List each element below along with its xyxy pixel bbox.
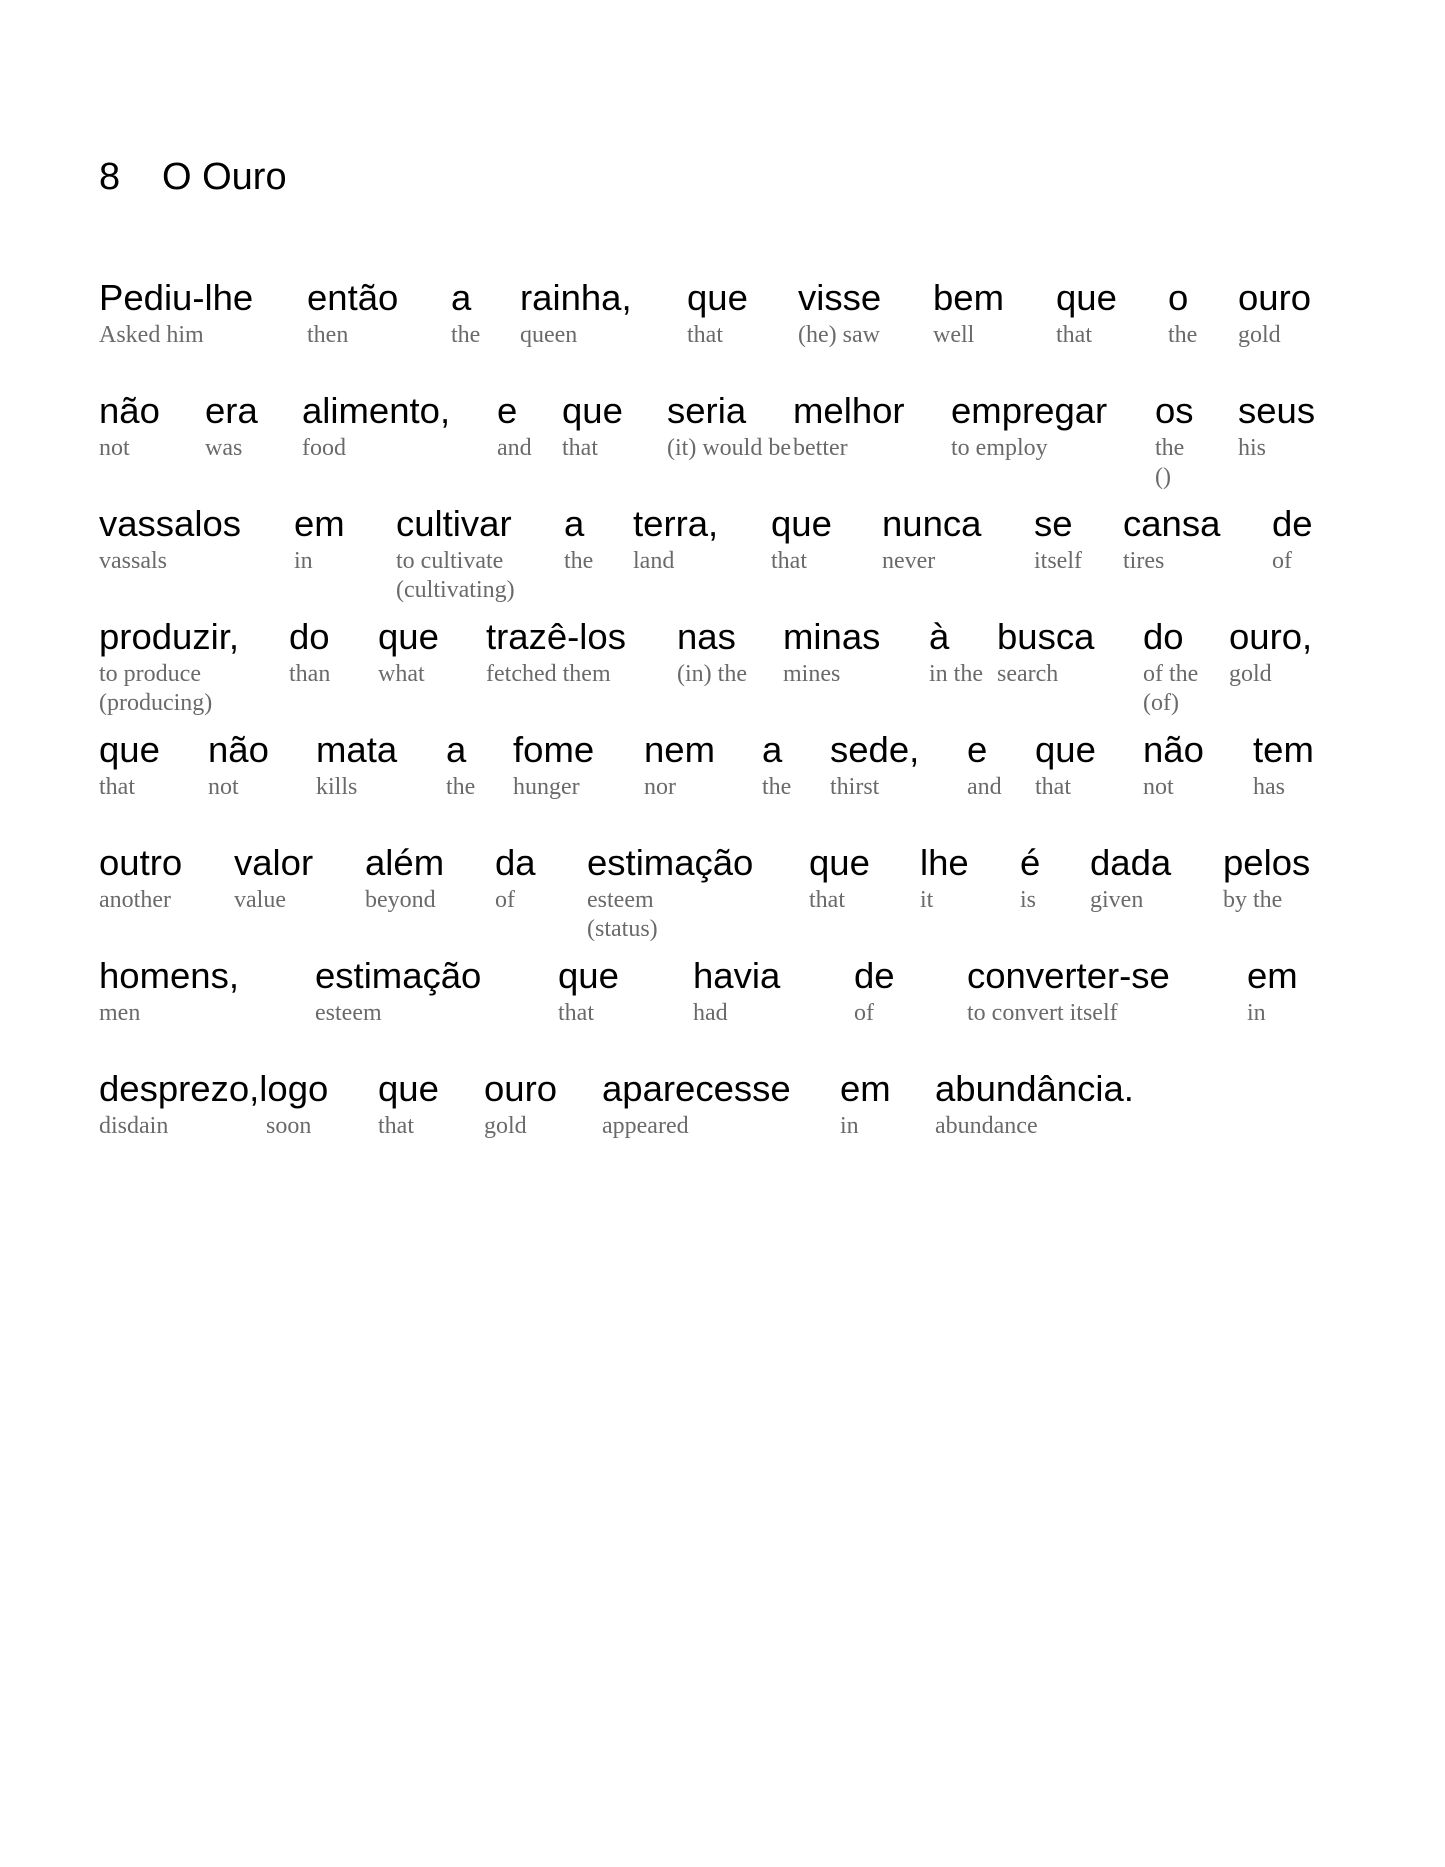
word-pair	[451, 276, 480, 350]
english-gloss: and	[497, 435, 532, 461]
portuguese-word: minas	[783, 616, 881, 657]
english-gloss: his	[1238, 435, 1267, 461]
portuguese-word: que	[99, 729, 160, 770]
portuguese-word: fome	[513, 729, 595, 770]
word-pair	[1020, 841, 1040, 915]
portuguese-word: nas	[677, 616, 736, 657]
portuguese-word: produzir,	[99, 616, 239, 657]
word-pair	[1168, 276, 1197, 350]
english-gloss: gold	[484, 1113, 527, 1139]
word-pair	[315, 954, 481, 1028]
portuguese-word: sede,	[830, 729, 920, 770]
word-pair	[1143, 728, 1204, 802]
english-gloss: Asked him	[99, 322, 204, 348]
portuguese-word: ouro	[1238, 277, 1312, 318]
word-pair	[396, 502, 515, 605]
portuguese-word: não	[208, 729, 269, 770]
portuguese-word: é	[1020, 842, 1041, 883]
portuguese-word: nem	[644, 729, 716, 770]
english-gloss: that	[687, 322, 723, 348]
english-gloss: hunger	[513, 774, 580, 800]
word-pair	[1056, 276, 1117, 350]
english-gloss: tires	[1123, 548, 1165, 574]
english-gloss: not	[1143, 774, 1174, 800]
english-gloss: (status)	[587, 916, 658, 942]
portuguese-word: melhor	[793, 390, 905, 431]
portuguese-word: valor	[234, 842, 314, 883]
chapter-title: O Ouro	[162, 156, 287, 198]
word-pair	[798, 276, 881, 350]
word-pair	[562, 389, 623, 463]
word-pair	[307, 276, 398, 350]
word-pair	[1155, 389, 1194, 492]
word-pair	[1035, 728, 1096, 802]
english-gloss: value	[234, 887, 286, 913]
portuguese-word: a	[762, 729, 783, 770]
english-gloss: the	[446, 774, 476, 800]
english-gloss: (in) the	[677, 661, 747, 687]
word-pair	[667, 389, 791, 463]
portuguese-word: abundância.	[935, 1068, 1134, 1109]
word-pair	[99, 502, 241, 576]
word-pair	[99, 841, 182, 915]
english-gloss: ()	[1155, 464, 1171, 490]
word-pair	[854, 954, 895, 1028]
english-gloss: to produce	[99, 661, 201, 687]
portuguese-word: vassalos	[99, 503, 242, 544]
english-gloss: (he) saw	[798, 322, 880, 348]
word-pair	[289, 615, 330, 689]
portuguese-word: estimação	[315, 955, 482, 996]
portuguese-word: que	[1056, 277, 1117, 318]
portuguese-word: que	[809, 842, 870, 883]
portuguese-word: seria	[667, 390, 747, 431]
english-gloss: the	[762, 774, 792, 800]
word-pair	[205, 389, 258, 463]
word-pair	[933, 276, 1004, 350]
english-gloss: fetched them	[486, 661, 611, 687]
word-pair	[378, 615, 439, 689]
english-gloss: in	[1247, 1000, 1266, 1026]
word-pair	[446, 728, 475, 802]
portuguese-word: homens,	[99, 955, 239, 996]
portuguese-word: bem	[933, 277, 1005, 318]
english-gloss: then	[307, 322, 349, 348]
word-pair	[644, 728, 715, 802]
portuguese-word: que	[1035, 729, 1096, 770]
portuguese-word: ouro	[484, 1068, 558, 1109]
word-pair	[687, 276, 748, 350]
portuguese-word: do	[1143, 616, 1184, 657]
portuguese-word: rainha,	[520, 277, 632, 318]
portuguese-word: busca	[997, 616, 1095, 657]
english-gloss: land	[633, 548, 675, 574]
portuguese-word: que	[687, 277, 748, 318]
word-pair	[951, 389, 1107, 463]
word-pair	[378, 1067, 439, 1141]
english-gloss: in the	[929, 661, 983, 687]
word-pair	[294, 502, 345, 576]
english-gloss: nor	[644, 774, 676, 800]
english-gloss: not	[99, 435, 130, 461]
portuguese-word: converter-se	[967, 955, 1170, 996]
portuguese-word: cultivar	[396, 503, 512, 544]
english-gloss: itself	[1034, 548, 1082, 574]
chapter-number: 8	[99, 156, 121, 198]
english-gloss: disdain	[99, 1113, 169, 1139]
word-pair	[840, 1067, 891, 1141]
word-pair	[677, 615, 747, 689]
portuguese-word: os	[1155, 390, 1194, 431]
portuguese-word: de	[1272, 503, 1313, 544]
portuguese-word: alimento,	[302, 390, 451, 431]
english-gloss: esteem	[587, 887, 654, 913]
english-gloss: of	[495, 887, 515, 913]
english-gloss: in	[840, 1113, 859, 1139]
text-line	[0, 728, 1445, 838]
word-pair	[967, 954, 1170, 1028]
text-line	[0, 389, 1445, 499]
portuguese-word: e	[967, 729, 988, 770]
chapter-heading	[99, 156, 287, 199]
word-pair	[316, 728, 397, 802]
english-gloss: kills	[316, 774, 358, 800]
portuguese-word: que	[771, 503, 832, 544]
english-gloss: that	[562, 435, 598, 461]
portuguese-word: além	[365, 842, 445, 883]
english-gloss: gold	[1238, 322, 1281, 348]
text-line	[0, 615, 1445, 725]
portuguese-word: da	[495, 842, 536, 883]
english-gloss: that	[771, 548, 807, 574]
text-line	[0, 1067, 1445, 1177]
english-gloss: the	[564, 548, 594, 574]
word-pair	[633, 502, 718, 576]
english-gloss: given	[1090, 887, 1144, 913]
word-pair	[929, 615, 983, 689]
portuguese-word: e	[497, 390, 518, 431]
word-pair	[234, 841, 313, 915]
word-pair	[997, 615, 1094, 689]
portuguese-word: lhe	[920, 842, 969, 883]
word-pair	[762, 728, 791, 802]
english-gloss: soon	[266, 1113, 312, 1139]
portuguese-word: mata	[316, 729, 398, 770]
english-gloss: is	[1020, 887, 1037, 913]
word-pair	[1229, 615, 1312, 689]
word-pair	[920, 841, 969, 915]
english-gloss: of	[854, 1000, 874, 1026]
portuguese-word: Pediu-lhe	[99, 277, 254, 318]
word-pair	[564, 502, 593, 576]
english-gloss: men	[99, 1000, 141, 1026]
portuguese-word: nunca	[882, 503, 982, 544]
word-pair	[935, 1067, 1134, 1141]
english-gloss: food	[302, 435, 346, 461]
english-gloss: of the	[1143, 661, 1199, 687]
english-gloss: to convert itself	[967, 1000, 1118, 1026]
portuguese-word: havia	[693, 955, 781, 996]
english-gloss: what	[378, 661, 425, 687]
english-gloss: (of)	[1143, 690, 1179, 716]
word-pair	[693, 954, 780, 1028]
word-pair	[99, 954, 239, 1028]
portuguese-word: desprezo,logo	[99, 1068, 329, 1109]
english-gloss: that	[99, 774, 135, 800]
portuguese-word: seus	[1238, 390, 1316, 431]
portuguese-word: o	[1168, 277, 1189, 318]
word-pair	[1143, 615, 1198, 718]
word-pair	[830, 728, 919, 802]
portuguese-word: a	[564, 503, 585, 544]
word-pair	[513, 728, 594, 802]
english-gloss: that	[378, 1113, 414, 1139]
english-gloss: to employ	[951, 435, 1048, 461]
english-gloss: that	[558, 1000, 594, 1026]
english-gloss: it	[920, 887, 934, 913]
word-pair	[587, 841, 753, 944]
portuguese-word: em	[840, 1068, 891, 1109]
portuguese-word: terra,	[633, 503, 719, 544]
english-gloss: mines	[783, 661, 841, 687]
word-pair	[793, 389, 905, 463]
portuguese-word: à	[929, 616, 950, 657]
word-pair	[771, 502, 832, 576]
english-gloss: search	[997, 661, 1059, 687]
english-gloss: of	[1272, 548, 1292, 574]
text-line	[0, 954, 1445, 1064]
english-gloss: the	[451, 322, 481, 348]
word-pair	[495, 841, 536, 915]
english-gloss: abundance	[935, 1113, 1038, 1139]
word-pair	[1123, 502, 1220, 576]
word-pair	[497, 389, 532, 463]
portuguese-word: então	[307, 277, 399, 318]
portuguese-word: visse	[798, 277, 882, 318]
english-gloss: better	[793, 435, 848, 461]
portuguese-word	[266, 1067, 311, 1111]
portuguese-word: do	[289, 616, 330, 657]
english-gloss: that	[809, 887, 845, 913]
english-gloss: beyond	[365, 887, 436, 913]
english-gloss: vassals	[99, 548, 167, 574]
english-gloss: not	[208, 774, 239, 800]
word-pair	[520, 276, 632, 350]
word-pair	[1223, 841, 1310, 915]
english-gloss: had	[693, 1000, 728, 1026]
word-pair	[99, 276, 253, 350]
portuguese-word: aparecesse	[602, 1068, 791, 1109]
portuguese-word: não	[99, 390, 160, 431]
word-pair	[99, 389, 160, 463]
portuguese-word: em	[1247, 955, 1298, 996]
portuguese-word: pelos	[1223, 842, 1311, 883]
portuguese-word: cansa	[1123, 503, 1221, 544]
word-pair	[486, 615, 626, 689]
word-pair	[1238, 389, 1315, 463]
english-gloss: (cultivating)	[396, 577, 515, 603]
portuguese-word: outro	[99, 842, 183, 883]
english-gloss: that	[1056, 322, 1092, 348]
english-gloss: that	[1035, 774, 1071, 800]
english-gloss: well	[933, 322, 975, 348]
word-pair	[1253, 728, 1314, 802]
portuguese-word: ouro,	[1229, 616, 1313, 657]
portuguese-word: que	[378, 1068, 439, 1109]
portuguese-word: era	[205, 390, 258, 431]
word-pair	[365, 841, 444, 915]
english-gloss: than	[289, 661, 331, 687]
english-gloss: the	[1155, 435, 1185, 461]
portuguese-word: trazê-los	[486, 616, 626, 657]
word-pair	[1247, 954, 1298, 1028]
word-pair	[558, 954, 619, 1028]
english-gloss: (it) would be	[667, 435, 791, 461]
portuguese-word: que	[562, 390, 623, 431]
word-pair	[783, 615, 880, 689]
word-pair	[967, 728, 1002, 802]
text-line	[0, 841, 1445, 951]
word-pair	[302, 389, 450, 463]
word-pair	[266, 1067, 311, 1141]
english-gloss: and	[967, 774, 1002, 800]
text-line	[0, 276, 1445, 386]
english-gloss: gold	[1229, 661, 1272, 687]
portuguese-word: que	[558, 955, 619, 996]
english-gloss: another	[99, 887, 171, 913]
english-gloss: appeared	[602, 1113, 689, 1139]
word-pair	[484, 1067, 557, 1141]
english-gloss: has	[1253, 774, 1285, 800]
english-gloss: to cultivate	[396, 548, 504, 574]
english-gloss: esteem	[315, 1000, 382, 1026]
portuguese-word: a	[446, 729, 467, 770]
portuguese-word: a	[451, 277, 472, 318]
portuguese-word: não	[1143, 729, 1204, 770]
english-gloss: the	[1168, 322, 1198, 348]
portuguese-word: estimação	[587, 842, 754, 883]
english-gloss: was	[205, 435, 243, 461]
word-pair	[99, 615, 239, 718]
english-gloss: never	[882, 548, 936, 574]
word-pair	[99, 728, 160, 802]
word-pair	[1272, 502, 1313, 576]
word-pair	[809, 841, 870, 915]
word-pair	[882, 502, 981, 576]
english-gloss: queen	[520, 322, 578, 348]
word-pair	[208, 728, 269, 802]
portuguese-word: dada	[1090, 842, 1172, 883]
english-gloss: in	[294, 548, 313, 574]
portuguese-word: que	[378, 616, 439, 657]
word-pair	[1090, 841, 1171, 915]
text-line	[0, 502, 1445, 612]
english-gloss: by the	[1223, 887, 1283, 913]
word-pair	[1034, 502, 1082, 576]
portuguese-word: se	[1034, 503, 1073, 544]
english-gloss: thirst	[830, 774, 880, 800]
portuguese-word: de	[854, 955, 895, 996]
word-pair	[602, 1067, 791, 1141]
portuguese-word: em	[294, 503, 345, 544]
english-gloss: (producing)	[99, 690, 213, 716]
portuguese-word: empregar	[951, 390, 1108, 431]
portuguese-word: tem	[1253, 729, 1314, 770]
word-pair	[1238, 276, 1311, 350]
